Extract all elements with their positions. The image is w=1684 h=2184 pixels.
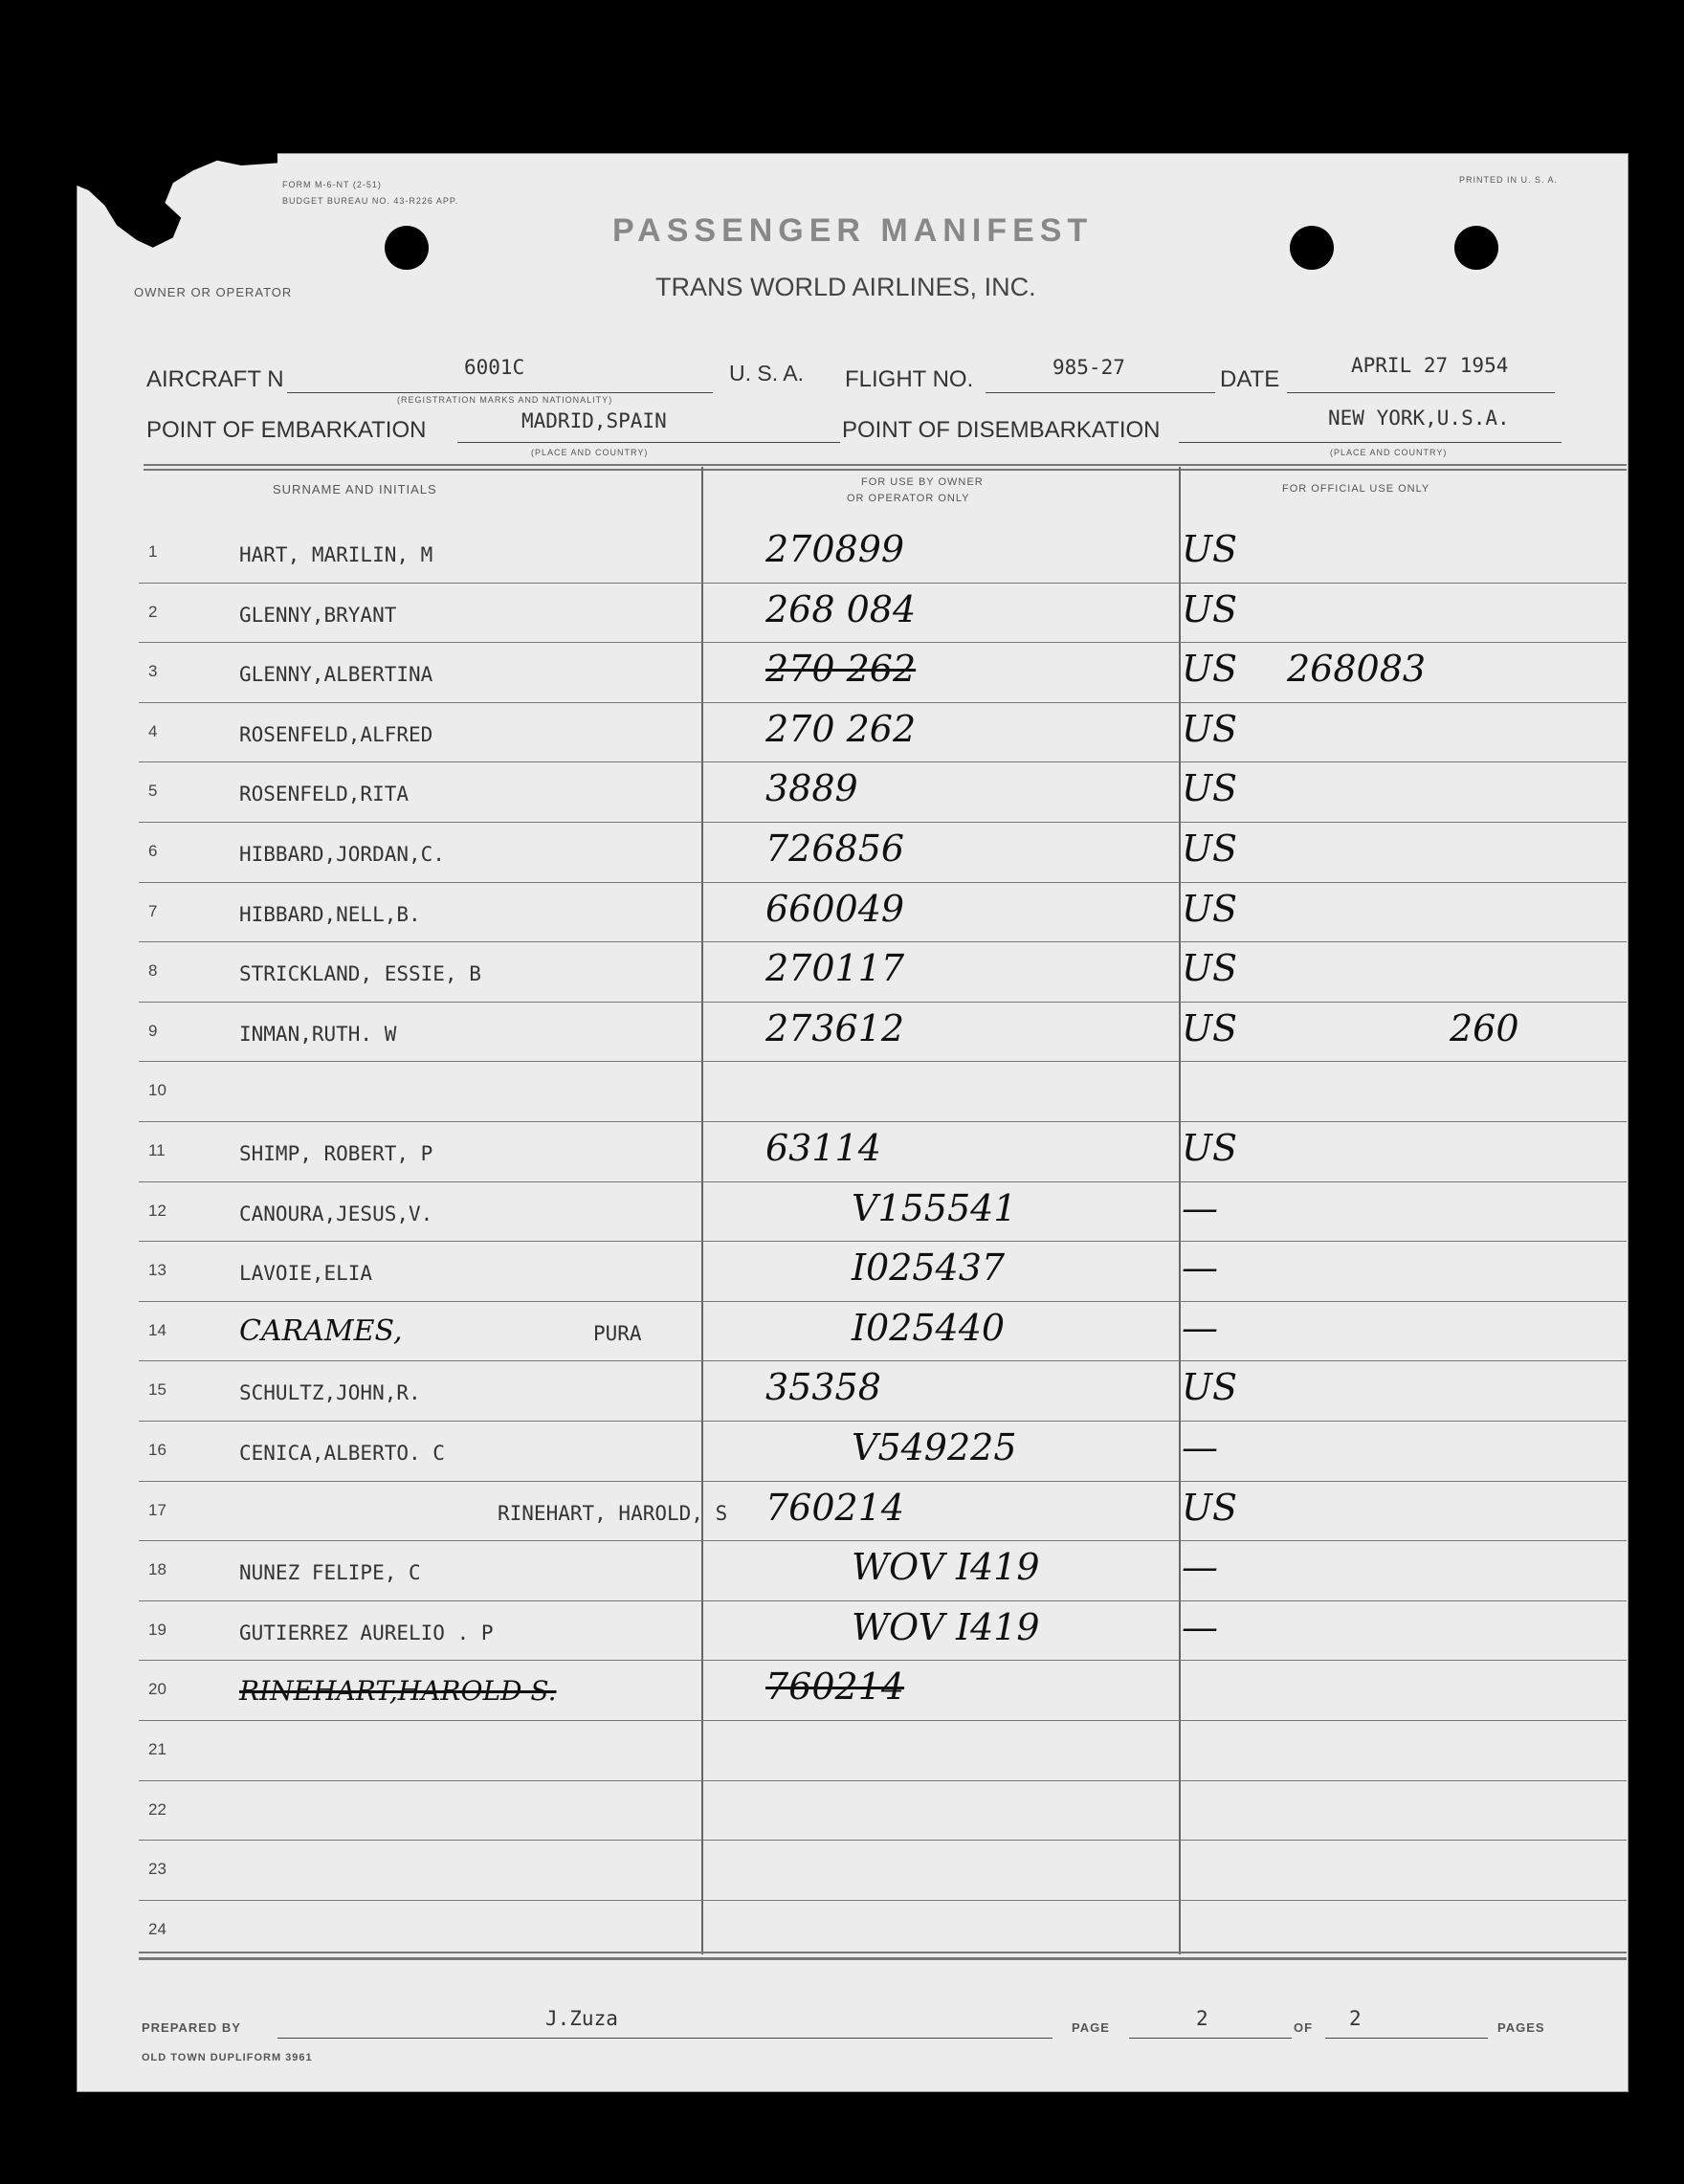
- official-status: US: [1182, 1006, 1238, 1049]
- row-rule: [139, 1301, 1627, 1302]
- row-number: 7: [148, 901, 158, 920]
- of-rule: [1325, 2038, 1488, 2039]
- official-status: —: [1182, 1186, 1218, 1229]
- row-number: 23: [148, 1860, 166, 1879]
- annotation: 268083: [1287, 648, 1427, 691]
- passenger-name: STRICKLAND, ESSIE, B: [239, 962, 481, 986]
- official-status: —: [1182, 1546, 1218, 1589]
- place-note-embark: (PLACE AND COUNTRY): [531, 448, 649, 457]
- passenger-name: LAVOIE,ELIA: [239, 1262, 373, 1286]
- row-number: 14: [148, 1320, 166, 1339]
- ticket-number: I025437: [852, 1246, 1006, 1290]
- ticket-number: 3889: [765, 767, 858, 810]
- aircraft-label: AIRCRAFT N: [146, 366, 284, 392]
- ticket-number: 726856: [765, 827, 905, 870]
- passenger-name: RINEHART, HAROLD, S: [498, 1501, 728, 1525]
- manifest-sheet: [77, 153, 1629, 2092]
- row-rule: [139, 941, 1627, 942]
- official-status: US: [1182, 648, 1238, 691]
- row-number: 22: [148, 1799, 166, 1819]
- ticket-number: 270899: [765, 528, 905, 570]
- column-divider-1: [701, 467, 703, 1954]
- official-status: US: [1182, 528, 1238, 570]
- row-rule: [139, 1481, 1627, 1482]
- prepared-by-label: PREPARED BY: [142, 2020, 241, 2035]
- row-number: 16: [148, 1441, 166, 1459]
- ticket-number: 270 262: [765, 648, 917, 691]
- table-top-rule-2: [144, 469, 1627, 471]
- row-rule: [139, 1900, 1627, 1901]
- row-rule: [139, 1002, 1627, 1003]
- passenger-name: GLENNY,ALBERTINA: [239, 663, 433, 687]
- row-rule: [139, 1540, 1627, 1541]
- row-rule: [139, 882, 1627, 883]
- ticket-number: 760214: [765, 1666, 905, 1709]
- ticket-number: 273612: [765, 1006, 905, 1049]
- prepared-rule: [277, 2038, 1052, 2039]
- date-label: DATE: [1220, 366, 1280, 392]
- row-rule: [139, 1840, 1627, 1841]
- row-rule: [139, 1121, 1627, 1122]
- passenger-name: CENICA,ALBERTO. C: [239, 1442, 445, 1465]
- passenger-name: ROSENFELD,ALFRED: [239, 722, 433, 746]
- passenger-name: HIBBARD,NELL,B.: [239, 902, 421, 926]
- row-number: 21: [148, 1740, 166, 1758]
- row-number: 10: [148, 1081, 166, 1100]
- passenger-name: HART, MARILIN, M: [239, 543, 433, 566]
- airline-name: TRANS WORLD AIRLINES, INC.: [655, 273, 1036, 301]
- row-number: 13: [148, 1261, 166, 1280]
- official-status: US: [1182, 1127, 1238, 1169]
- row-rule: [139, 1959, 1627, 1960]
- official-status: US: [1182, 947, 1238, 990]
- row-number: 12: [148, 1201, 166, 1220]
- row-number: 2: [148, 602, 158, 621]
- table-top-rule: [144, 464, 1627, 466]
- table-bottom-rule: [139, 1952, 1627, 1953]
- column-header-surname: SURNAME AND INITIALS: [273, 482, 437, 496]
- row-number: 3: [148, 662, 158, 681]
- passenger-name: ROSENFELD,RITA: [239, 783, 410, 806]
- flight-label: FLIGHT NO.: [845, 366, 974, 392]
- row-rule: [139, 642, 1627, 643]
- passenger-name: GUTIERREZ AURELIO . P: [239, 1621, 494, 1644]
- official-status: —: [1182, 1246, 1218, 1290]
- passenger-name: HIBBARD,JORDAN,C.: [239, 843, 445, 866]
- official-status: US: [1182, 587, 1238, 630]
- annotation: PURA: [593, 1321, 642, 1345]
- aircraft-value: 6001C: [464, 356, 525, 379]
- embark-value: MADRID,SPAIN: [521, 409, 667, 432]
- row-rule: [139, 761, 1627, 762]
- passenger-name: CANOURA,JESUS,V.: [239, 1202, 433, 1225]
- column-header-owner-2: OR OPERATOR ONLY: [847, 493, 970, 504]
- official-status: US: [1182, 707, 1238, 750]
- ticket-number: 268 084: [765, 587, 917, 630]
- official-status: US: [1182, 767, 1238, 810]
- passenger-name: INMAN,RUTH. W: [239, 1022, 397, 1046]
- row-number: 17: [148, 1500, 166, 1519]
- row-number: 15: [148, 1380, 166, 1400]
- page-rule: [1129, 2038, 1292, 2039]
- row-number: 20: [148, 1680, 166, 1699]
- row-number: 4: [148, 721, 158, 740]
- pages-label: PAGES: [1497, 2020, 1545, 2035]
- page-value: 2: [1196, 2007, 1208, 2030]
- row-rule: [139, 702, 1627, 703]
- row-rule: [139, 1360, 1627, 1361]
- official-status: —: [1182, 1426, 1218, 1468]
- aircraft-rule: [287, 392, 713, 393]
- flight-rule: [986, 392, 1215, 393]
- row-number: 24: [148, 1919, 166, 1938]
- row-rule: [139, 1421, 1627, 1422]
- column-divider-2: [1179, 467, 1181, 1954]
- official-status: US: [1182, 887, 1238, 930]
- ticket-number: V549225: [852, 1426, 1017, 1468]
- row-rule: [139, 1600, 1627, 1601]
- printer-mark: OLD TOWN DUPLIFORM 3961: [142, 2052, 313, 2063]
- form-number: FORM M-6-NT (2-51): [282, 180, 382, 189]
- row-rule: [139, 1181, 1627, 1182]
- row-rule: [139, 583, 1627, 584]
- passenger-name: GLENNY,BRYANT: [239, 603, 397, 627]
- passenger-name: SCHULTZ,JOHN,R.: [239, 1381, 421, 1405]
- row-number: 6: [148, 842, 158, 860]
- passenger-name: RINEHART,HAROLD S.: [239, 1675, 557, 1708]
- printed-note: PRINTED IN U. S. A.: [1459, 175, 1559, 185]
- ticket-number: 270117: [765, 947, 905, 990]
- column-header-official: FOR OFFICIAL USE ONLY: [1282, 483, 1430, 495]
- ticket-number: WOV I419: [852, 1605, 1040, 1648]
- punch-hole-left: [385, 226, 429, 270]
- row-rule: [139, 1720, 1627, 1721]
- page-title: PASSENGER MANIFEST: [612, 212, 1094, 249]
- official-status: US: [1182, 1486, 1238, 1529]
- prepared-by-value: J.Zuza: [545, 2007, 618, 2030]
- row-rule: [139, 1061, 1627, 1062]
- row-number: 11: [148, 1141, 166, 1159]
- passenger-name: CARAMES,: [239, 1313, 403, 1348]
- column-header-owner: FOR USE BY OWNER: [861, 476, 984, 488]
- punch-hole-middle: [1290, 226, 1334, 270]
- of-label: OF: [1294, 2020, 1314, 2035]
- passenger-name: SHIMP, ROBERT, P: [239, 1142, 433, 1165]
- row-rule: [139, 1780, 1627, 1781]
- row-number: 18: [148, 1560, 166, 1579]
- row-number: 9: [148, 1021, 158, 1040]
- disembark-label: POINT OF DISEMBARKATION: [842, 417, 1161, 443]
- approval-text: BUDGET BUREAU NO. 43-R226 APP.: [282, 196, 459, 206]
- page-label: PAGE: [1072, 2020, 1110, 2035]
- date-value: APRIL 27 1954: [1351, 354, 1509, 377]
- official-status: —: [1182, 1605, 1218, 1648]
- row-number: 5: [148, 782, 158, 801]
- row-number: 19: [148, 1620, 166, 1639]
- embark-rule: [457, 442, 840, 443]
- row-rule: [139, 1660, 1627, 1661]
- annotation: 260: [1450, 1006, 1519, 1049]
- row-rule: [139, 1241, 1627, 1242]
- usa-label: U. S. A.: [729, 361, 804, 386]
- punch-hole-right: [1454, 226, 1498, 270]
- row-number: 1: [148, 542, 158, 561]
- ticket-number: 35358: [765, 1366, 881, 1409]
- table-bottom-rule-2: [139, 1957, 1627, 1959]
- ticket-number: 760214: [765, 1486, 905, 1529]
- ticket-number: 270 262: [765, 707, 917, 750]
- registration-note: (REGISTRATION MARKS AND NATIONALITY): [397, 395, 613, 405]
- of-value: 2: [1349, 2007, 1362, 2030]
- owner-label: OWNER OR OPERATOR: [134, 285, 293, 299]
- disembark-value: NEW YORK,U.S.A.: [1328, 407, 1510, 430]
- ticket-number: V155541: [852, 1186, 1017, 1229]
- disembark-rule: [1179, 442, 1562, 443]
- ticket-number: 63114: [765, 1127, 881, 1169]
- date-rule: [1287, 392, 1555, 393]
- row-number: 8: [148, 961, 158, 981]
- passenger-name: NUNEZ FELIPE, C: [239, 1561, 421, 1585]
- flight-value: 985-27: [1052, 356, 1125, 379]
- embark-label: POINT OF EMBARKATION: [146, 417, 427, 443]
- place-note-disembark: (PLACE AND COUNTRY): [1330, 448, 1448, 457]
- ticket-number: I025440: [852, 1306, 1006, 1349]
- ticket-number: WOV I419: [852, 1546, 1040, 1589]
- official-status: US: [1182, 1366, 1238, 1409]
- row-rule: [139, 822, 1627, 823]
- official-status: US: [1182, 827, 1238, 870]
- official-status: —: [1182, 1306, 1218, 1349]
- ticket-number: 660049: [765, 887, 905, 930]
